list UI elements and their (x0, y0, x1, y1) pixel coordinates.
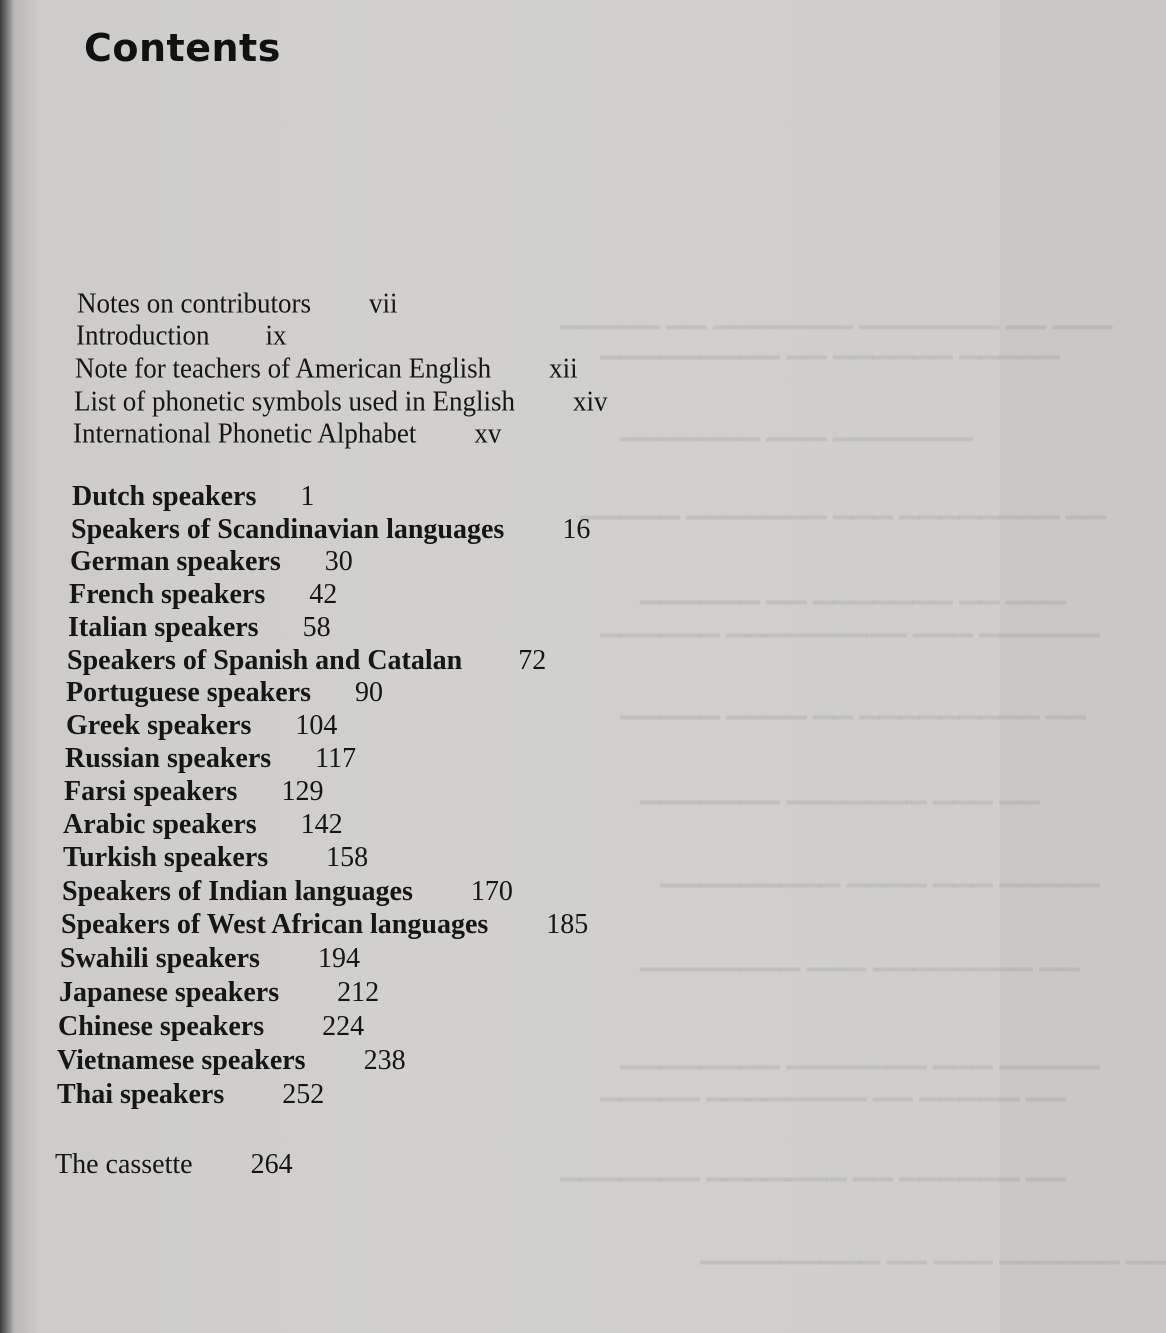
entry-title: Introduction (76, 319, 210, 351)
entry-page-number: 194 (317, 943, 360, 974)
toc-entry-chinese-speakers[interactable] (58, 1011, 364, 1043)
toc-entry-italian-speakers[interactable] (68, 612, 331, 644)
entry-page-number: 238 (363, 1045, 406, 1076)
show-through: ▁▁▁▁▁ ▁▁▁▁▁▁▁ ▁▁▁ ▁▁▁▁▁▁▁▁ ▁▁ (580, 490, 1106, 519)
entry-page-number: 264 (250, 1149, 293, 1180)
toc-entry-indian-languages-speakers[interactable] (62, 876, 513, 908)
entry-page-number: 212 (337, 977, 380, 1008)
entry-page-number: 224 (322, 1011, 365, 1042)
entry-title: French speakers (69, 579, 266, 610)
entry-page-number: xv (474, 417, 502, 449)
toc-entry-introduction[interactable] (76, 319, 287, 351)
entry-page-number: 58 (302, 612, 331, 643)
show-through: ▁▁▁▁▁▁▁▁▁ ▁▁ ▁▁▁ ▁▁▁▁▁▁ ▁▁ (700, 1235, 1166, 1264)
entry-page-number: 185 (546, 909, 589, 940)
entry-page-number: vii (368, 287, 398, 319)
entry-page-number: 104 (295, 710, 338, 741)
entry-page-number: xii (549, 352, 578, 384)
toc-entry-spanish-catalan-speakers[interactable] (67, 645, 546, 677)
toc-entry-russian-speakers[interactable] (65, 743, 356, 775)
entry-page-number: 30 (324, 546, 353, 577)
toc-entry-international-phonetic-alphabet[interactable] (73, 417, 501, 449)
entry-title: Swahili speakers (60, 943, 260, 974)
entry-title: Russian speakers (65, 743, 272, 774)
toc-entry-portuguese-speakers[interactable] (66, 677, 383, 709)
entry-page-number: 42 (309, 579, 338, 610)
contents-heading: Contents (84, 26, 281, 70)
entry-title: Arabic speakers (63, 809, 257, 840)
entry-title: Dutch speakers (72, 481, 257, 512)
entry-page-number: 158 (326, 842, 369, 873)
show-through: ▁▁▁▁▁ ▁▁▁▁ ▁▁ ▁▁▁▁▁▁▁▁▁ ▁▁ (620, 690, 1086, 719)
show-through: ▁▁▁▁▁ ▁▁ ▁▁▁▁▁▁▁ ▁▁▁▁▁▁▁ ▁▁ ▁▁▁ (560, 300, 1113, 329)
entry-title: Turkish speakers (63, 842, 269, 873)
entry-title: Italian speakers (68, 612, 259, 643)
entry-title: The cassette (55, 1149, 193, 1180)
entry-page-number: ix (265, 319, 287, 351)
toc-entry-french-speakers[interactable] (69, 579, 337, 611)
entry-page-number: 252 (282, 1079, 325, 1110)
toc-entry-japanese-speakers[interactable] (59, 977, 379, 1009)
show-through: ▁▁▁▁▁▁▁▁▁ ▁▁▁▁ ▁▁▁ ▁▁▁▁▁ (660, 858, 1100, 887)
show-through: ▁▁▁▁▁▁▁▁ ▁▁▁ ▁▁▁▁▁▁▁▁ ▁▁ (640, 942, 1080, 971)
toc-entry-notes-on-contributors[interactable] (77, 287, 398, 319)
entry-title: Speakers of West African languages (61, 909, 489, 940)
entry-title: Thai speakers (57, 1079, 225, 1110)
entry-page-number: 170 (470, 876, 513, 907)
toc-entry-swahili-speakers[interactable] (60, 943, 360, 975)
toc-entry-thai-speakers[interactable] (57, 1079, 324, 1111)
show-through: ▁▁▁▁▁▁▁▁▁ ▁▁ ▁▁▁▁▁▁ ▁▁▁▁▁ (600, 330, 1060, 359)
show-through: ▁▁▁▁▁▁▁ ▁▁▁ ▁▁▁▁▁▁▁ (620, 412, 973, 441)
entry-title: Vietnamese speakers (57, 1045, 306, 1076)
entry-page-number: 1 (300, 481, 315, 512)
toc-entry-note-for-teachers[interactable] (75, 352, 578, 384)
toc-entry-vietnamese-speakers[interactable] (57, 1045, 406, 1077)
show-through: ▁▁▁▁▁▁ ▁▁▁▁▁▁▁▁▁ ▁▁▁ ▁▁▁▁▁▁ (600, 608, 1100, 637)
entry-title: German speakers (70, 546, 281, 577)
entry-title: Notes on contributors (77, 287, 311, 319)
toc-entry-greek-speakers[interactable] (66, 710, 337, 742)
entry-title: Speakers of Spanish and Catalan (67, 645, 463, 676)
entry-title: List of phonetic symbols used in English (74, 385, 515, 417)
entry-title: Japanese speakers (59, 977, 280, 1008)
entry-page-number: xiv (572, 385, 608, 417)
show-through: ▁▁▁▁▁▁ ▁▁ ▁▁▁▁▁▁▁ ▁▁ ▁▁▁ (640, 575, 1066, 604)
entry-title: Note for teachers of American English (75, 352, 492, 384)
entry-title: International Phonetic Alphabet (73, 417, 417, 449)
entry-title: Chinese speakers (58, 1011, 265, 1042)
show-through: ▁▁▁▁▁▁▁▁ ▁▁▁▁▁▁▁ ▁▁▁ ▁▁▁▁▁ (620, 1040, 1100, 1069)
entry-title: Speakers of Indian languages (62, 876, 413, 907)
entry-page-number: 72 (518, 645, 547, 676)
toc-entry-german-speakers[interactable] (70, 546, 353, 578)
entry-title: Greek speakers (66, 710, 252, 741)
entry-page-number: 90 (354, 677, 383, 708)
toc-entry-turkish-speakers[interactable] (63, 842, 368, 874)
show-through: ▁▁▁▁▁ ▁▁▁▁▁▁▁▁ ▁▁ ▁▁▁▁▁ ▁▁ (600, 1072, 1066, 1101)
entry-page-number: 129 (281, 776, 324, 807)
entry-title: Farsi speakers (64, 776, 238, 807)
entry-title: Speakers of Scandinavian languages (71, 514, 505, 545)
entry-page-number: 16 (562, 514, 591, 545)
toc-entry-list-of-phonetic-symbols[interactable] (74, 385, 608, 417)
toc-entry-the-cassette[interactable] (55, 1149, 293, 1181)
toc-entry-scandinavian-speakers[interactable] (71, 514, 590, 546)
entry-page-number: 117 (315, 743, 357, 774)
entry-page-number: 142 (300, 809, 343, 840)
toc-entry-arabic-speakers[interactable] (63, 809, 343, 841)
show-through: ▁▁▁▁▁▁▁ ▁▁▁▁▁▁▁ ▁▁▁ ▁▁ (640, 775, 1040, 804)
show-through: ▁▁▁▁▁▁▁ ▁▁▁▁▁▁▁ ▁▁ ▁▁▁▁▁▁ ▁▁ (560, 1152, 1066, 1181)
toc-entry-west-african-languages-speakers[interactable] (61, 909, 588, 941)
toc-entry-farsi-speakers[interactable] (64, 776, 323, 808)
entry-title: Portuguese speakers (66, 677, 311, 708)
toc-entry-dutch-speakers[interactable] (72, 481, 314, 513)
